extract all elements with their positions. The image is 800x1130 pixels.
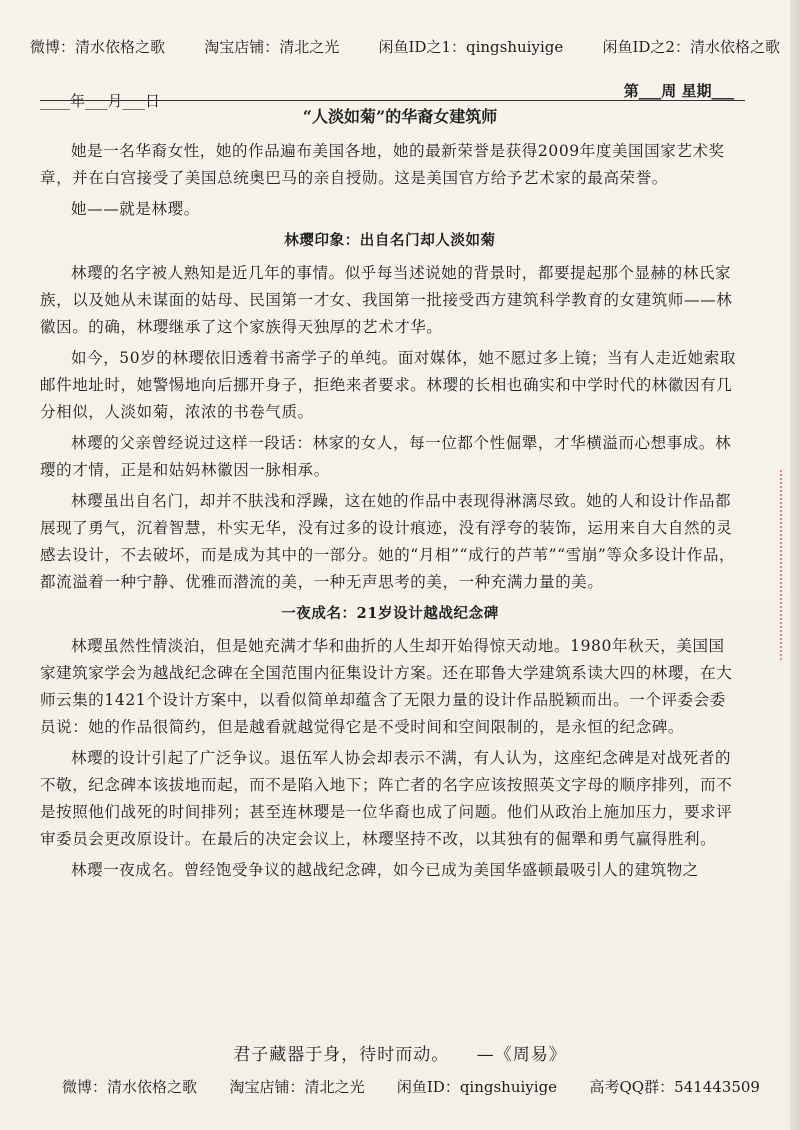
paragraph: 林璎的名字被人熟知是近几年的事情。似乎每当述说她的背景时，都要提起那个显赫的林氏家族，以及她从未谋面的姑母、民国第一才女、我国第一批接受西方建筑科学教育的女建筑师——林徽因。的确，林璎继承了这个家族得天独厚的艺术才华。 (40, 264, 733, 336)
section-title: 林璎印象：出自名门却人淡如菊 (284, 232, 496, 249)
page-edge (790, 0, 800, 1130)
paragraph: 林璎虽然性情淡泊，但是她充满才华和曲折的人生却开始得惊天动地。1980年秋天，美国国家建筑家学会为越战纪念碑在全国范围内征集设计方案。还在耶鲁大学建筑系读大四的林璎，在大师云集的1421个设计方案中，以看似简单却蕴含了无限力量的设计作品脱颖而出。一个评委会委员说：她的作品很简约，但是越看就越觉得它是不受时间和空间限制的，是永恒的纪念碑。 (40, 637, 733, 736)
footer-qq: 高考QQ群：541443509 (589, 1078, 760, 1096)
paragraph: 她是一名华裔女性，她的作品遍布美国各地，她的最新荣誉是获得2009年度美国国家艺术奖章，并在白宫接受了美国总统奥巴马的亲自授勋。这是美国官方给予艺术家的最高荣誉。 (40, 142, 725, 187)
header-taobao: 淘宝店铺：清北之光 (204, 38, 340, 56)
paragraph: 林璎的设计引起了广泛争议。退伍军人协会却表示不满，有人认为，这座纪念碑是对战死者的不敬，纪念碑本该拔地而起，而不是陷入地下；阵亡者的名字应该按照英文字母的顺序排列，而不是按照他们战死的时间排列；甚至连林璎是一位华裔也成了问题。他们从政治上施加压力，要求评审委员会更改原设计。在最后的决定会议上，林璎坚持不改，以其独有的倔犟和勇气赢得胜利。 (40, 749, 733, 848)
header-weibo: 微博：清水依格之歌 (30, 38, 166, 56)
binding-stitch (774, 470, 782, 660)
paragraph: 林璎虽出自名门，却并不肤浅和浮躁，这在她的作品中表现得淋漓尽致。她的人和设计作品都展现了勇气，沉着智慧，朴实无华，没有过多的设计痕迹，没有浮夸的装饰，运用来自大自然的灵感去设计，不去破坏，而是成为其中的一部分。她的“月相”“成行的芦苇”“雪崩”等众多设计作品，都流溢着一种宁静、优雅而潜流的美，一种无声思考的美，一种充满力量的美。 (40, 492, 736, 591)
date-line: ____年___月___日 (40, 92, 161, 110)
week-line: 第___周 星期___ (623, 82, 734, 100)
footer-xianyu: 闲鱼ID：qingshuiyige (396, 1078, 558, 1096)
footer-taobao: 淘宝店铺：清北之光 (229, 1078, 365, 1096)
article-body (40, 138, 740, 888)
paragraph: 她——就是林璎。 (71, 200, 200, 218)
footer-weibo: 微博：清水依格之歌 (62, 1078, 198, 1096)
section-title: 一夜成名：21岁设计越战纪念碑 (281, 605, 499, 622)
header-bar (30, 36, 780, 57)
paragraph: 林璎的父亲曾经说过这样一段话：林家的女人，每一位都个性倔犟，才华横溢而心想事成。林璎的才情，正是和姑妈林徽因一脉相承。 (40, 434, 732, 479)
paragraph: 如今，50岁的林璎依旧透着书斋学子的单纯。面对媒体，她不愿过多上镜；当有人走近她索取邮件地址时，她警惕地向后挪开身子，拒绝来者要求。林璎的长相也确实和中学时代的林徽因有几分相似，人淡如菊，浓浓的书卷气质。 (40, 349, 736, 421)
quote: 君子藏器于身，待时而动。 —《周易》 (233, 1045, 567, 1065)
footer-bar (62, 1076, 760, 1097)
article-title: “人淡如菊”的华裔女建筑师 (302, 107, 498, 126)
paragraph: 林璎一夜成名。曾经饱受争议的越战纪念碑，如今已成为美国华盛顿最吸引人的建筑物之 (71, 861, 699, 879)
header-xianyu-1: 闲鱼ID之1：qingshuiyige (378, 38, 564, 56)
header-xianyu-2: 闲鱼ID之2：清水依格之歌 (602, 38, 780, 56)
